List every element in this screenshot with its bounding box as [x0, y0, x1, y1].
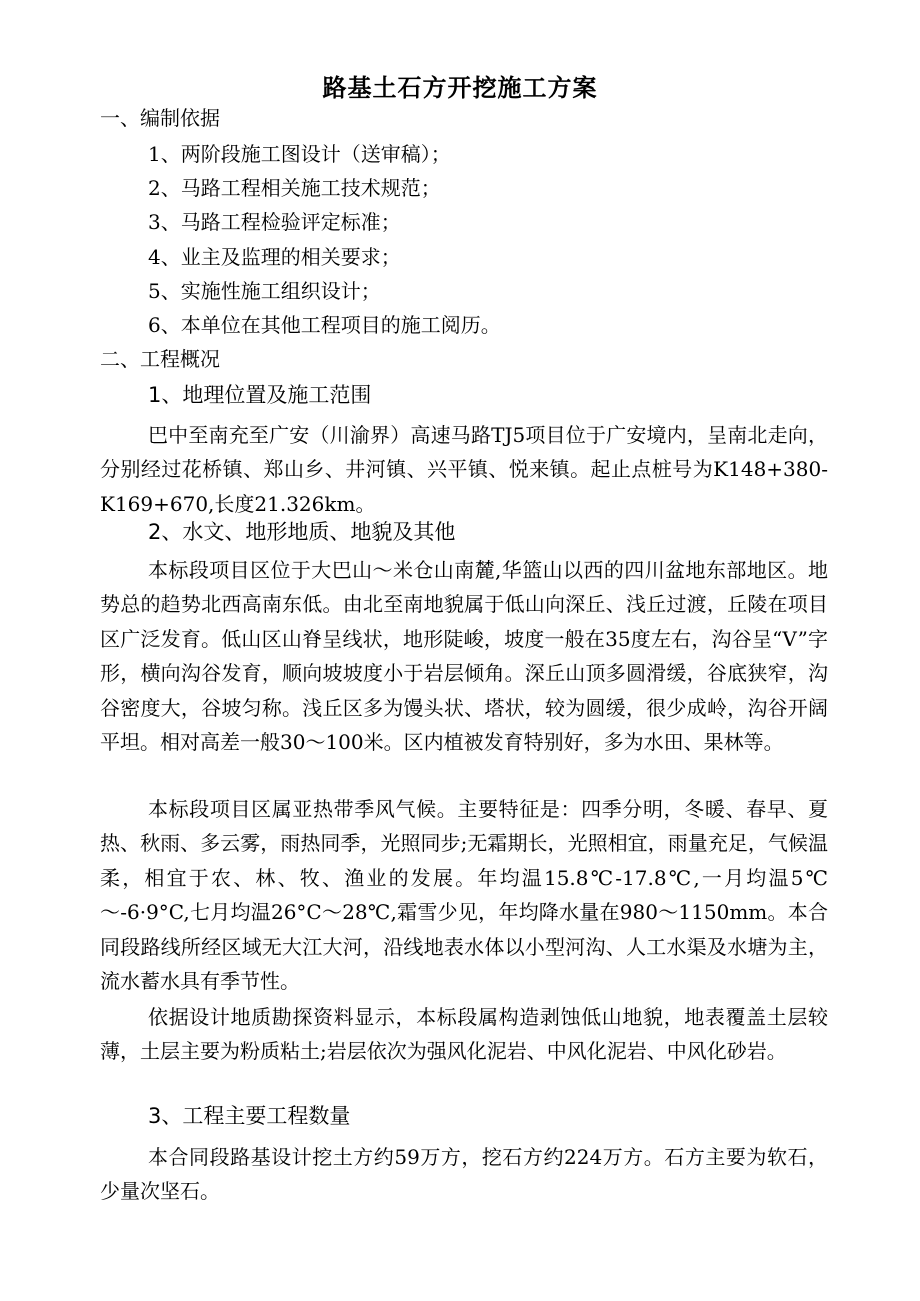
basis-item: 3、马路工程检验评定标准； [148, 210, 401, 234]
paragraph-location: 巴中至南充至广安（川渝界）高速马路TJ5项目位于广安境内，呈南北走向，分别经过花桥镇、郑山乡、井河镇、兴平镇、悦来镇。起止点桩号为K148+380-K169+670,长度21.326km。 [100, 423, 828, 516]
basis-item: 5、实施性施工组织设计； [148, 279, 381, 303]
paragraph-terrain: 本标段项目区位于大巴山～米仓山南麓,华篮山以西的四川盆地东部地区。地势总的趋势北西高南东低。由北至南地貌属于低山向深丘、浅丘过渡，丘陵在项目区广泛发育。低山区山脊呈线状，地形陡峻，坡度一般在35度左右，沟谷呈“V”字形，横向沟谷发育，顺向坡坡度小于岩层倾角。深丘山顶多圆滑缓，谷底狭窄，沟谷密度大，谷坡匀称。浅丘区多为馒头状、塔状，较为圆缓，很少成岭，沟谷开阔平坦。相对高差一般30～100米。区内植被发育特别好，多为水田、果林等。 [100, 558, 828, 755]
section-heading-overview: 二、工程概况 [100, 347, 220, 371]
basis-item: 1、两阶段施工图设计（送审稿）； [148, 142, 451, 166]
document-title: 路基土石方开挖施工方案 [322, 74, 598, 102]
subsection-heading-location: 1、地理位置及施工范围 [148, 383, 372, 407]
paragraph-climate: 本标段项目区属亚热带季风气候。主要特征是：四季分明，冬暖、春早、夏热、秋雨、多云雾，雨热同季，光照同步;无霜期长，光照相宜，雨量充足，气候温柔，相宜于农、林、牧、渔业的发展。年均温15.8℃-17.8℃,一月均温5℃～-6·9°C,七月均温26°C～28℃,霜雪少见，年均降水量在980～1150mm。本合同段路线所经区域无大江大河，沿线地表水体以小型河沟、人工水渠及水塘为主，流水蓄水具有季节性。 [100, 797, 828, 994]
paragraph-quantities: 本合同段路基设计挖土方约59万方，挖石方约224万方。石方主要为软石，少量次坚石。 [100, 1145, 828, 1204]
section-heading-basis: 一、编制依据 [100, 106, 220, 130]
basis-item: 6、本单位在其他工程项目的施工阅历。 [148, 313, 501, 337]
basis-item: 2、马路工程相关施工技术规范； [148, 176, 441, 200]
paragraph-geology: 依据设计地质勘探资料显示，本标段属构造剥蚀低山地貌，地表覆盖土层较薄，土层主要为粉质粘土;岩层依次为强风化泥岩、中风化泥岩、中风化砂岩。 [100, 1005, 828, 1064]
subsection-heading-quantities: 3、工程主要工程数量 [148, 1104, 351, 1128]
subsection-heading-hydrology: 2、水文、地形地质、地貌及其他 [148, 520, 456, 544]
basis-item: 4、业主及监理的相关要求； [148, 245, 401, 269]
